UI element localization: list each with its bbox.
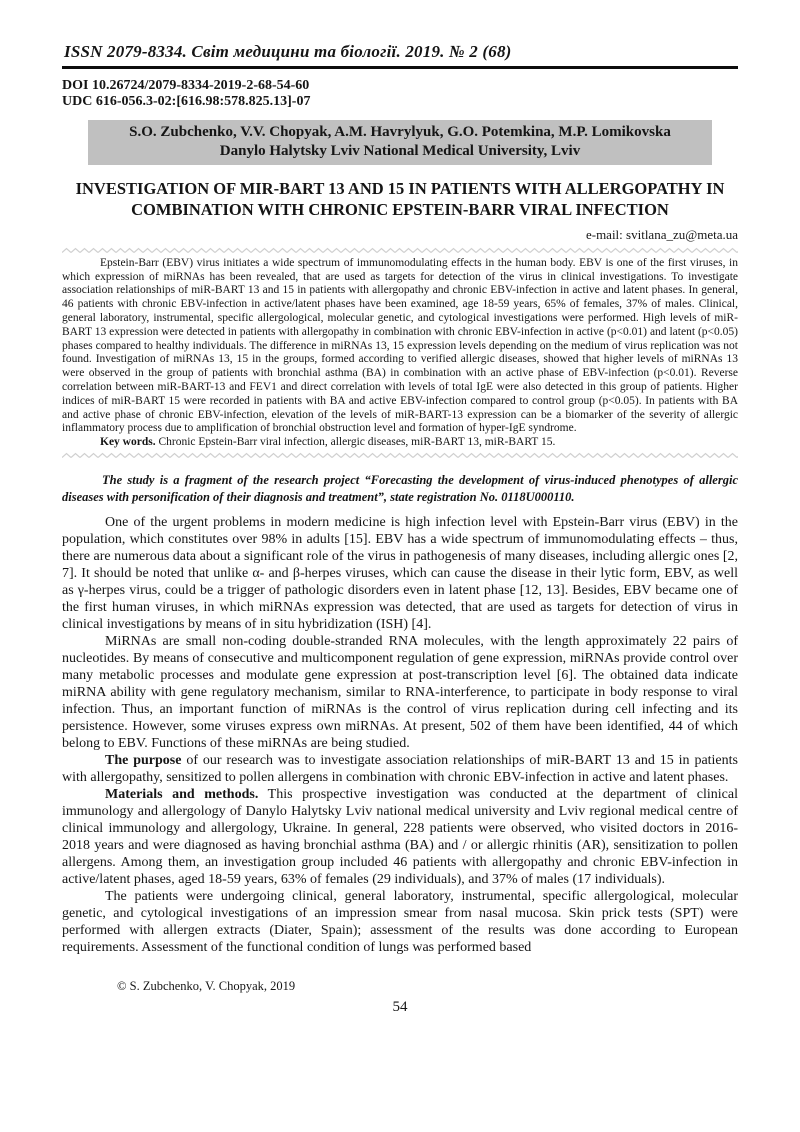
- copyright-line: © S. Zubchenko, V. Chopyak, 2019: [117, 979, 296, 994]
- journal-issn-line: ISSN 2079-8334. Світ медицини та біології. 2019. № 2 (68): [62, 42, 738, 69]
- body-paragraph: [62, 633, 738, 752]
- authors-box: [88, 120, 712, 164]
- research-project-note: The study is a fragment of the research project “Forecasting the development of virus-induced phenotypes of allergic diseases with personification of their diagnosis and treatment”, state registration No. 0118U000110.: [62, 473, 738, 504]
- keywords-label: Key words.: [100, 436, 156, 449]
- keywords-line: [62, 436, 738, 450]
- paragraph-text: One of the urgent problems in modern medicine is high infection level with Epstein-Barr virus (EBV) in the population, which constitutes over 98% in adults [15]. EBV has a wide spectrum of immunomodulating effects – thus, there are numerous data about a significant role of the virus in pathogenesis of many diseases, including allergic ones [2, 7]. It should be noted that unlike α- and β-herpes viruses, which can cause the disease in their lytic form, EBV, as well as γ-herpes virus, could be a trigger of pathologic disorders even in latent phase [12, 13]. Besides, EBV became one of the first human viruses, in which miRNAs expression was detected, that are used as targets for detection of virus in clinical investigations by means of in situ hybridization (ISH) [4].: [62, 515, 738, 633]
- paragraph-text: The patients were undergoing clinical, general laboratory, instrumental, specific allergological, molecular genetic, and cytological investigations of an impression smear from nasal mucosa. Skin prick tests (SPT) were performed with allergen extracts (Diater, Spain); assessment of the results was done according to European requirements. Assessment of the functional condition of lungs was performed based: [62, 889, 738, 956]
- zigzag-divider-bottom: [62, 452, 738, 459]
- body-paragraph: [62, 888, 738, 956]
- zigzag-divider-top: [62, 247, 738, 254]
- article-identifiers: [62, 78, 738, 110]
- paragraph-text: This prospective investigation was conducted at the department of clinical immunology and allergology of Danylo Halytsky Lviv national medical university and Lviv regional medical centre of clinical immunology and allergology, Ukraine. In general, 228 patients were observed, who visited doctors in 2016-2018 years and were diagnosed as having bronchial asthma (BA) and / or allergic rhinitis (AR), sensitization to pollen allergens. Among them, an investigation group included 46 patients with allergopathy and chronic EBV-infection in active/latent phases, aged 18-59 years, 63% of females (29 individuals), and 37% of males (17 individuals).: [62, 787, 738, 888]
- body-paragraph-purpose: [62, 752, 738, 786]
- article-body: [62, 514, 738, 956]
- keywords-text: Chronic Epstein-Barr viral infection, allergic diseases, miR-BART 13, miR-BART 15.: [155, 436, 556, 449]
- article-title: INVESTIGATION OF MIR-BART 13 AND 15 IN PATIENTS WITH ALLERGOPATHY IN COMBINATION WITH CHRONIC EPSTEIN-BARR VIRAL INFECTION: [75, 178, 725, 219]
- abstract-text: Epstein-Barr (EBV) virus initiates a wide spectrum of immunomodulating effects in the human body. EBV is one of the first viruses, in which expression of miRNAs has been revealed, that are used as targets for detection of the virus in clinical investigations. To investigate association relationships of miR-BART 13 and 15 in patients with allergopathy and chronic EBV-infection in active and latent phases. In general, 46 patients with chronic EBV-infection in active/latent phases have been examined, age 18-59 years, 65% of females, 37% of males. Clinical, general laboratory, instrumental, specific allergological, molecular genetic, and cytological investigations were performed. High levels of miR-BART 13 expression were detected in patients with allergopathy in combination with chronic EBV-infection in active (p<0.01) and latent (p<0.05) phases compared to healthy individuals. The difference in miRNAs 13, 15 expression levels depending on the medium of virus replication was not found. Investigation of miRNAs 13, 15 in the groups, formed according to verified allergic diseases, showed that higher levels of miRNAs 13 were observed in the group of patients with bronchial asthma (BA) in combination with an active phase of EBV-infection (p<0.01). Reverse correlation between miR-BART-13 and FEV1 and direct correlation with levels of total IgE were also detected in this group of patients. Higher indices of miR-BART 15 were recorded in patients with BA and active EBV-infection compared to control group (p<0.05). In patients with BA and active phase of chronic EBV-infection, elevation of the levels of miR-BART-13 expression can be a biomarker of the severity of allergic inflammatory process due to amplification of bronchial obstruction level and formation of hyper-IgE syndrome.: [62, 256, 738, 435]
- doi-line: DOI 10.26724/2079-8334-2019-2-68-54-60: [62, 78, 310, 93]
- paragraph-text: MiRNAs are small non-coding double-stranded RNA molecules, with the length approximately 22 pairs of nucleotides. By means of consecutive and multicomponent regulation of gene expression, miRNAs provide control over many metabolic processes and modulate gene expression at post-transcription level [6]. The obtained data indicate miRNA ability with gene regulatory mechanism, similar to RNA-interference, to participate in body response to viral infection. Thus, an important function of miRNAs is the control of virus replication during cell infecting and its persistence. However, some viruses express own miRNAs. At present, 502 of them have been identified, 44 of which belong to EBV. Functions of these miRNAs are being studied.: [62, 634, 738, 752]
- contact-email: e-mail: svitlana_zu@meta.ua: [585, 226, 738, 242]
- paragraph-lead: Materials and methods.: [105, 787, 259, 803]
- udc-line: UDC 616-056.3-02:[616.98:578.825.13]-07: [62, 94, 311, 110]
- author-names: S.O. Zubchenko, V.V. Chopyak, A.M. Havrylyuk, G.O. Potemkina, M.P. Lomikovska: [129, 124, 671, 141]
- paragraph-lead: The purpose: [105, 753, 182, 769]
- body-paragraph: [62, 514, 738, 633]
- abstract-section: [62, 257, 738, 450]
- paragraph-text: of our research was to investigate association relationships of miR-BART 13 and 15 in patients with allergopathy, sensitized to pollen allergens in combination with chronic EBV-infection in active and latent phases.: [62, 753, 738, 786]
- affiliation: Danylo Halytsky Lviv National Medical University, Lviv: [219, 143, 581, 160]
- body-paragraph-materials: [62, 786, 738, 888]
- page-number: 54: [392, 999, 408, 1016]
